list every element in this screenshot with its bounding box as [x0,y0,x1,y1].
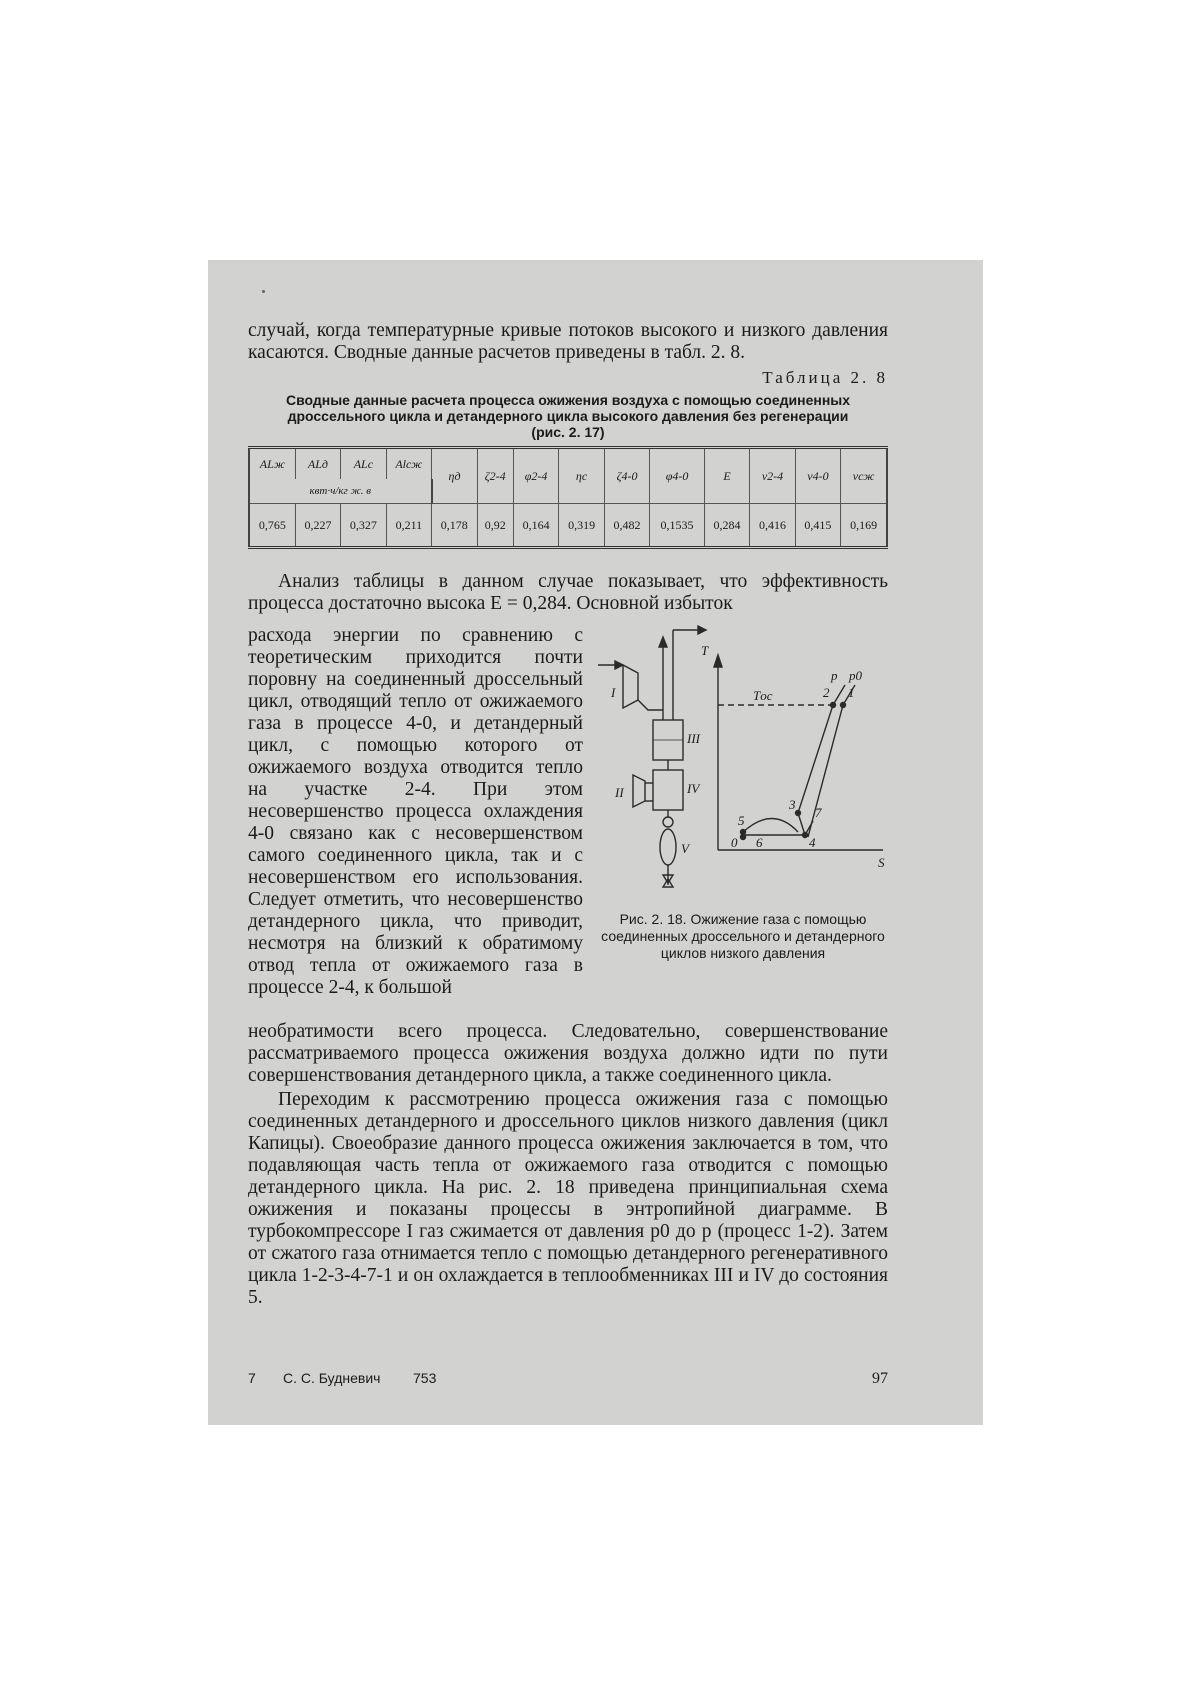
analysis-paragraph-end: необратимости всего процесса. Следовательно, совершенствование рассматриваемого процесса ожижения воздуха должно идти по пути совершенствования детандерного цикла, а также соединенного цикла. [248,1021,888,1086]
label-V: V [681,841,689,856]
state-point [803,833,808,838]
point-label: 3 [789,797,796,812]
value-cell: 0,416 [750,504,795,548]
header-cell: ν2-4 [750,448,795,504]
scanned-page [208,260,983,1425]
label-p: p [831,668,838,683]
header-cell: ζ4-0 [604,448,649,504]
point-label: 5 [738,813,745,828]
table-caption-line: дроссельного цикла и детандерного цикла высокого давления без регенерации [287,408,849,424]
isobar-p [798,705,833,813]
value-cell: 0,164 [513,504,558,548]
analysis-paragraph-start: Анализ таблицы в данном случае показывает, что эффективность процесса достаточно высока E = 0,284. Основной избыток [248,571,888,614]
turbocompressor-I [623,665,638,708]
unit-cell: квт·ч/кг ж. в [249,479,432,504]
label-T: T [701,643,709,658]
point-label: 0 [731,835,738,850]
value-cell: 0,327 [341,504,386,548]
isobar-p0 [808,705,843,837]
figure-2-18 [593,625,893,1021]
analysis-paragraph-wrap: расхода энергии по сравнению с теоретическим приходится почти поровну на соединенный дроссельный цикл, отводящий тепло от ожижаемого газа в процессе 4-0, и детандерный цикл, с помощью которого от ожижаемого воздуха отводится тепло на участке 2-4. При этом несовершенство процесса охлаждения 4-0 связано как с несовершенством самого соединенного цикла, так и с несовершенством его использования. Следует отметить, что несовершенство детандерного цикла, что приводит, несмотря на близкий к обратимому отвод тепла от ожижаемого газа в процессе 2-4, к большой [248,625,583,998]
value-cell: 0,415 [795,504,840,548]
point-label: 6 [756,835,763,850]
label-Toc: Tос [753,688,773,703]
label-S: S [878,855,885,870]
header-cell: ALж [249,448,295,480]
figure-block [248,625,888,1021]
table-caption [248,392,888,440]
header-cell: φ4-0 [650,448,705,504]
state-point [796,811,801,816]
header-cell: φ2-4 [513,448,558,504]
value-cell: 0,284 [704,504,749,548]
header-cell: ηд [432,448,477,504]
header-cell: ALc [341,448,386,480]
point-label: 4 [809,835,816,850]
separator-V [660,829,676,865]
expander-II [633,775,645,807]
point-label: 7 [815,805,822,820]
process-3-4 [798,813,805,835]
value-cell: 0,211 [386,504,431,548]
value-cell: 0,178 [432,504,477,548]
label-IV: IV [687,781,700,796]
page-content [248,320,888,1309]
value-cell: 0,92 [477,504,513,548]
header-cell: Alсж [386,448,431,480]
label-p0: p0 [849,668,862,683]
state-point [741,830,746,835]
axis-arrow [714,655,722,667]
state-point [831,703,836,708]
intro-paragraph: случай, когда температурные кривые потоков высокого и низкого давления касаются. Сводные данные расчетов приведены в табл. 2. 8. [248,320,888,363]
value-cell: 0,765 [249,504,295,548]
heat-exchanger-IV [653,770,683,810]
throttle-valve [663,817,673,827]
value-cell: 0,1535 [650,504,705,548]
scan-speck [262,290,265,293]
header-cell: E [704,448,749,504]
table-row [249,504,887,548]
footer-code: 753 [413,1370,437,1386]
saturation-dome [743,819,798,833]
arrow-head [615,661,623,669]
value-cell: 0,319 [559,504,604,548]
summary-table [248,446,888,549]
table-header-row [249,448,887,480]
pipe [638,700,663,710]
table-caption-line: Сводные данные расчета процесса ожижения воздуха с помощью соединенных [285,392,851,408]
point-label: 1 [848,685,855,700]
kapitsa-paragraph: Переходим к рассмотрению процесса ожижения газа с помощью соединенных детандерного и дроссельного циклов низкого давления (цикл Капицы). Своеобразие данного процесса ожижения заключается в том, что подавляющая часть тепла от ожижаемого газа отводится с помощью детандерного цикла. На рис. 2. 18 приведена принципиальная схема ожижения и показаны процессы в энтропийной диаграмме. В турбокомпрессоре I газ сжимается от давления p0 до p (процесс 1-2). Затем от сжатого газа отнимается тепло с помощью детандерного регенеративного цикла 1-2-3-4-7-1 и он охлаждается в теплообменниках III и IV до состояния 5. [248,1089,888,1308]
arrow-head [698,626,706,634]
label-II: II [615,785,624,800]
label-I: I [611,685,616,700]
signature-mark: 7 [248,1370,256,1386]
header-cell: νсж [841,448,887,504]
table-label: Таблица 2. 8 [762,368,888,387]
label-III: III [687,731,700,746]
state-point [841,703,846,708]
footer-author: С. С. Будневич [283,1370,381,1386]
table-caption-line: (рис. 2. 17) [531,424,605,440]
state-point [741,835,746,840]
value-cell: 0,482 [604,504,649,548]
header-cell: ζ2-4 [477,448,513,504]
header-cell: ν4-0 [795,448,840,504]
header-cell: ALд [295,448,340,480]
wrapped-text-column [248,625,583,999]
point-label: 2 [823,685,830,700]
figure-caption: Рис. 2. 18. Ожижение газа с помощью соединенных дроссельного и детандерного циклов низкого давления [601,911,885,961]
value-cell: 0,169 [841,504,887,548]
page-number: 97 [872,1370,888,1387]
arrow-head [659,637,667,647]
cycle-diagram [593,625,893,905]
value-cell: 0,227 [295,504,340,548]
header-cell: ηc [559,448,604,504]
